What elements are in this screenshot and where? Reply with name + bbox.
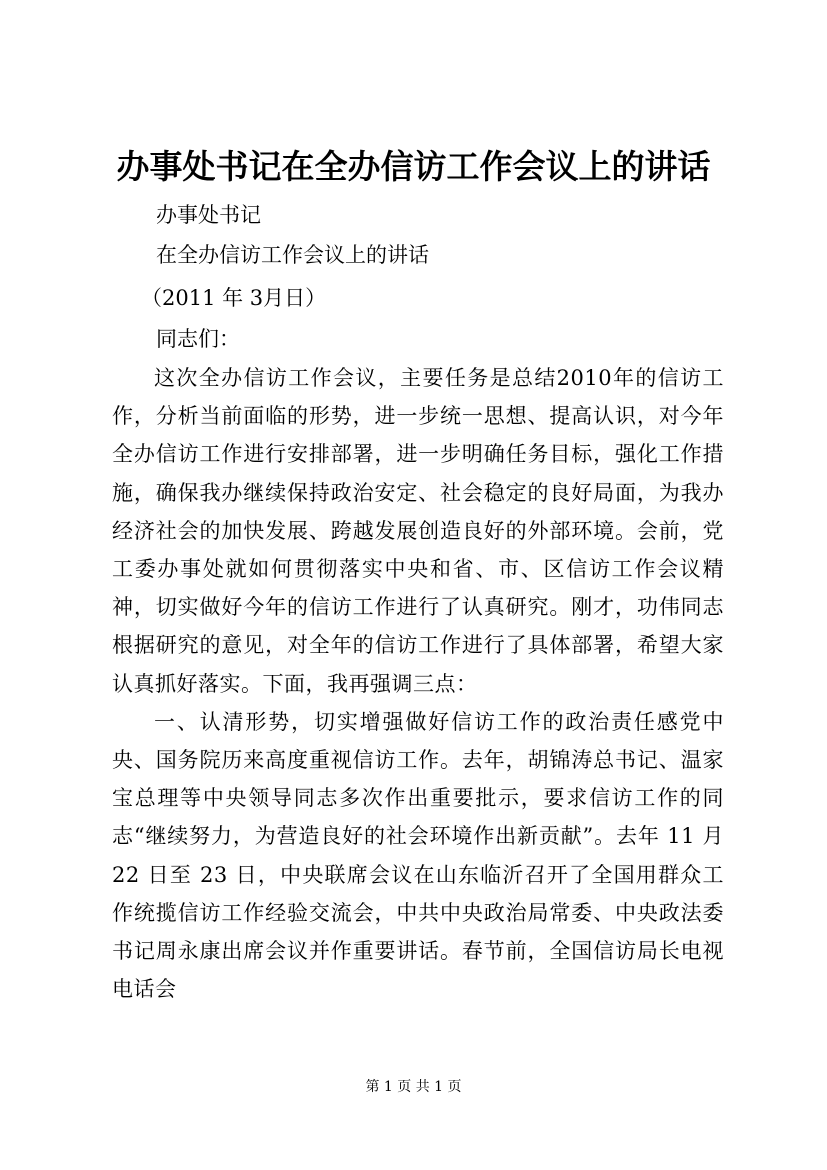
document-title: 办事处书记在全办信访工作会议上的讲话 (116, 147, 711, 186)
paragraph-1: 这次全办信访工作会议，主要任务是总结2010年的信访工作，分析当前面临的形势，进一步统一思想、提高认识，对今年全办信访工作进行安排部署，进一步明确任务目标，强化工作措施，确保我办继续保持政治安定、社会稳定的良好局面，为我办经济社会的加快发展、跨越发展创造良好的外部环境。会前，党工委办事处就如何贯彻落实中央和省、市、区信访工作会议精神，切实做好今年的信访工作进行了认真研究。刚才，功伟同志根据研究的意见，对全年的信访工作进行了具体部署，希望大家认真抓好落实。下面，我再强调三点： (112, 366, 724, 696)
paragraph-2: 一、认清形势，切实增强做好信访工作的政治责任感党中央、国务院历来高度重视信访工作。去年，胡锦涛总书记、温家宝总理等中央领导同志多次作出重要批示，要求信访工作的同志“继续努力，为营造良好的社会环境作出新贡献”。去年 11 月 22 日至 23 日，中央联席会议在山东临沂召开了全国用群众工作统揽信访工作经验交流会，中共中央政治局常委、中央政法委书记周永康出席会议并作重要讲话。春节前，全国信访局长电视电话会 (112, 709, 724, 1002)
document-body (112, 359, 724, 1008)
subtitle-line-2: 在全办信访工作会议上的讲话 (156, 243, 429, 267)
subtitle-line-1: 办事处书记 (156, 203, 261, 227)
salutation: 同志们： (156, 327, 240, 351)
speech-date: （2011 年 3月日） (141, 286, 327, 310)
page-footer: 第 1 页 共 1 页 (365, 1079, 462, 1095)
